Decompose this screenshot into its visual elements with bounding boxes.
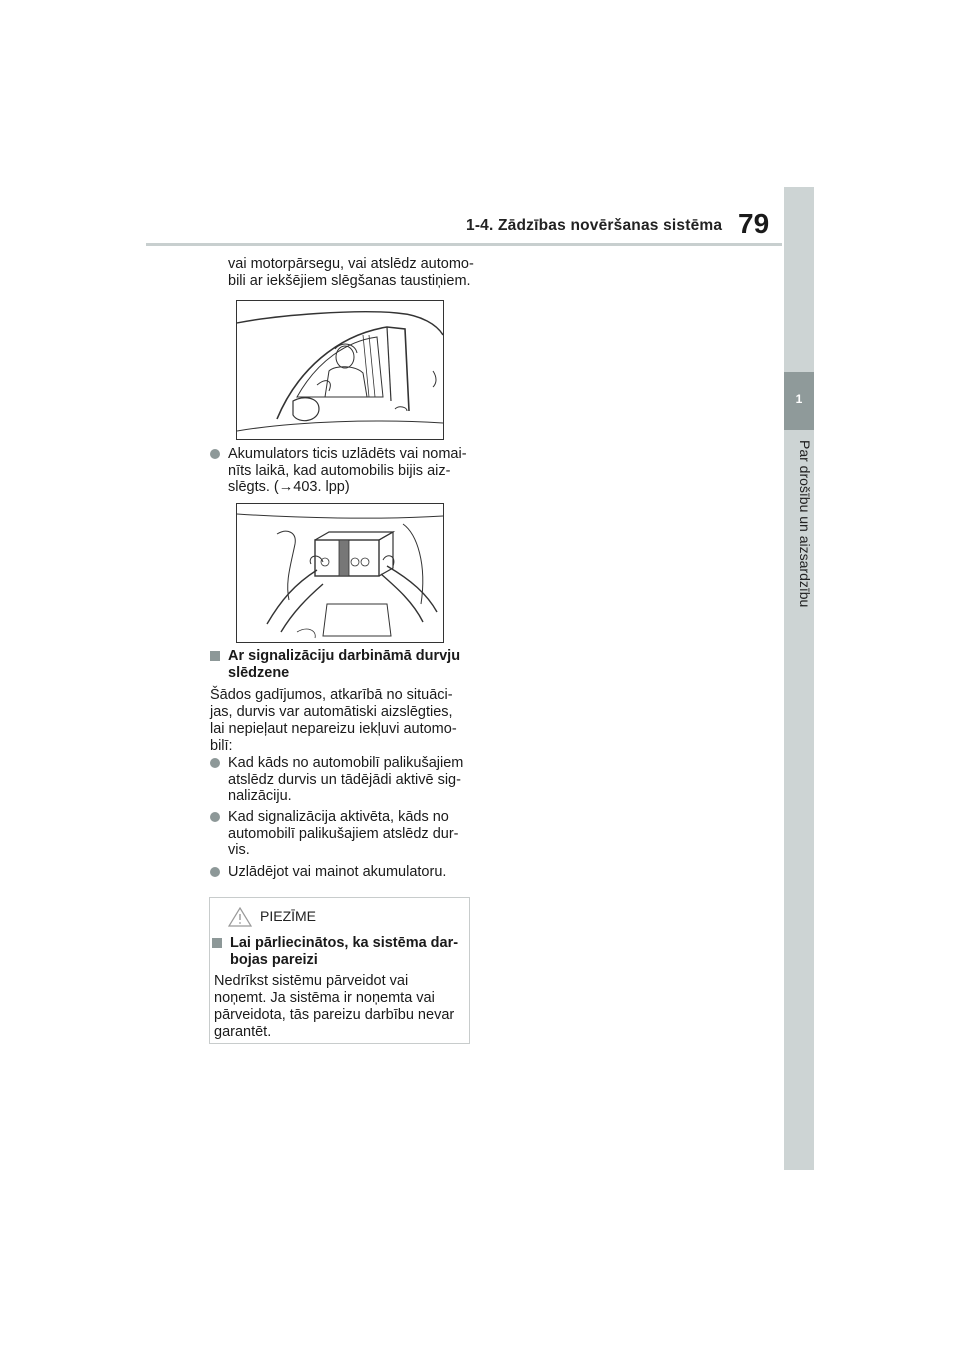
chapter-side-tab bbox=[784, 187, 814, 1170]
warning-triangle-icon bbox=[228, 907, 252, 927]
bullet-dot-icon bbox=[210, 812, 220, 822]
list-item-line: Kad kāds no automobilī palikušajiem bbox=[228, 755, 464, 771]
list-item-line: vis. bbox=[228, 842, 250, 858]
note-body-line-3: pārveidota, tās pareizu darbību nevar bbox=[214, 1007, 455, 1023]
chapter-number: 1 bbox=[795, 392, 803, 406]
heading-square-icon bbox=[210, 651, 220, 661]
note-heading-line-1: Lai pārliecinātos, ka sistēma dar- bbox=[230, 935, 459, 951]
note-square-icon bbox=[212, 938, 222, 948]
list-item-line: automobilī palikušajiem atslēdz dur- bbox=[228, 825, 459, 842]
bullet-battery-line-2: nīts laikā, kad automobilis bijis aiz- bbox=[228, 462, 451, 479]
car-door-illustration bbox=[237, 301, 443, 439]
bullet-battery-line-3: slēgts. (→403. lpp) bbox=[228, 479, 350, 495]
note-heading bbox=[212, 935, 467, 968]
section-heading-line-1: Ar signalizāciju darbināmā durvju bbox=[228, 648, 461, 664]
note-body-line-1: Nedrīkst sistēmu pārveidot vai bbox=[214, 973, 409, 989]
note-heading-line-2: bojas pareizi bbox=[230, 951, 318, 968]
section-heading bbox=[210, 648, 470, 681]
bullet-dot-icon bbox=[210, 449, 220, 459]
figure-battery bbox=[236, 503, 444, 643]
section-title: 1-4. Zādzības novēršanas sistēma bbox=[466, 217, 723, 234]
bullet-battery-line-1: Akumulators ticis uzlādēts vai nomai- bbox=[228, 446, 467, 462]
list-item-line: Uzlādējot vai mainot akumulatoru. bbox=[228, 864, 447, 880]
header-divider bbox=[146, 243, 782, 246]
bullet-dot-icon bbox=[210, 867, 220, 877]
intro-line-2: bili ar iekšējiem slēgšanas taustiņiem. bbox=[228, 273, 471, 289]
list-item-line: nalizāciju. bbox=[228, 788, 292, 804]
note-title: PIEZĪME bbox=[260, 908, 317, 924]
page-number: 79 bbox=[738, 208, 770, 239]
figure-person-in-car bbox=[236, 300, 444, 440]
bullet-dot-icon bbox=[210, 758, 220, 768]
battery-illustration bbox=[237, 504, 443, 642]
list-item bbox=[210, 864, 470, 881]
paragraph-line-2: jas, durvis var automātiski aizslēgties, bbox=[210, 704, 453, 720]
list-item bbox=[210, 809, 470, 859]
list-item bbox=[210, 755, 470, 805]
section-heading-line-2: slēdzene bbox=[228, 664, 290, 681]
note-body-line-2: noņemt. Ja sistēma ir noņemta vai bbox=[214, 990, 435, 1006]
note-body-line-4: garantēt. bbox=[214, 1024, 272, 1040]
list-item-line: atslēdz durvis un tādējādi aktivē sig- bbox=[228, 771, 461, 788]
paragraph-line-4: bilī: bbox=[210, 738, 233, 754]
intro-line-1: vai motorpārsegu, vai atslēdz automo- bbox=[228, 256, 474, 272]
paragraph-line-1: Šādos gadījumos, atkarībā no situāci- bbox=[210, 687, 453, 703]
bullet-battery bbox=[210, 446, 470, 496]
note-box bbox=[209, 897, 470, 1044]
list-item-line: Kad signalizācija aktivēta, kāds no bbox=[228, 809, 449, 825]
chapter-label: Par drošību un aizsardzību bbox=[797, 440, 813, 608]
paragraph-line-3: lai nepieļaut nepareizu iekļuvi automo- bbox=[210, 721, 457, 737]
